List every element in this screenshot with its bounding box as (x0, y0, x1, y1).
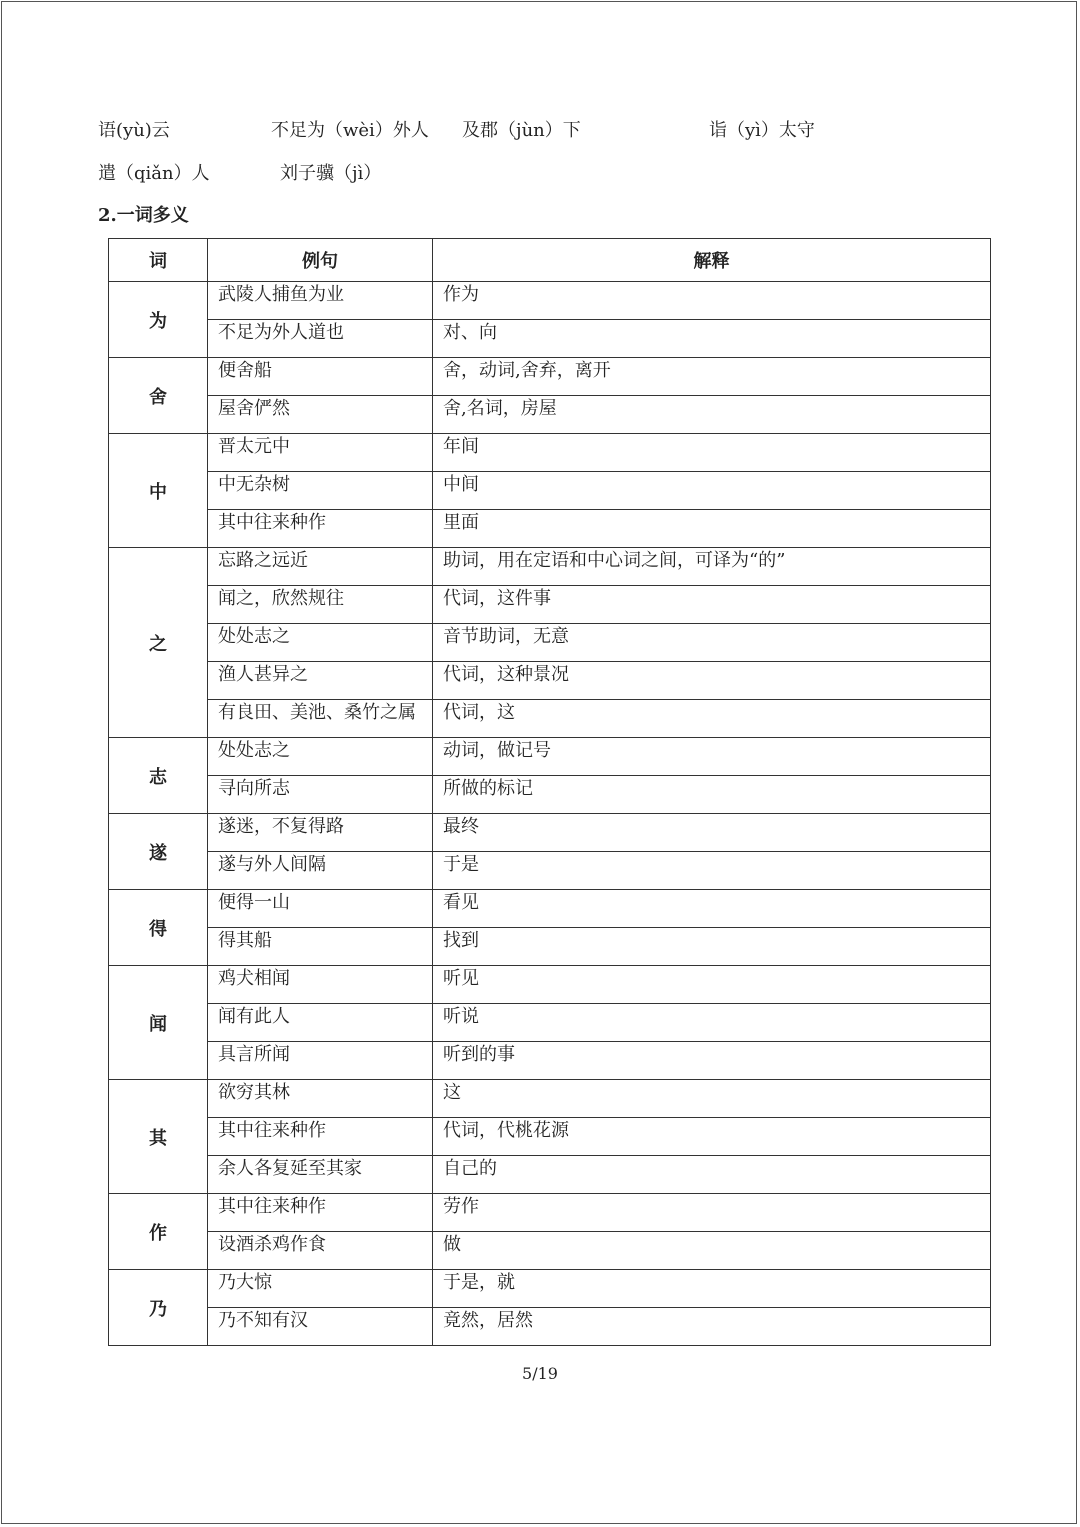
example-cell (208, 1004, 433, 1042)
word-cell: 乃 (109, 1270, 208, 1346)
example-text: 闻之，欣然规往 (218, 588, 344, 609)
word-cell: 之 (109, 548, 208, 738)
meaning-cell (433, 1004, 991, 1042)
section-title: 2.一词多义 (98, 205, 189, 226)
meaning-text: 看见 (443, 892, 479, 913)
example-cell (208, 966, 433, 1004)
pinyin-item: 遣（qiǎn）人 (98, 163, 210, 184)
table-row (109, 1156, 991, 1194)
meaning-text: 代词，代桃花源 (443, 1120, 569, 1141)
meaning-cell (433, 396, 991, 434)
example-text: 有良田、美池、桑竹之属 (218, 702, 416, 723)
meaning-text: 于是，就 (443, 1272, 515, 1293)
meaning-text: 对、向 (443, 322, 497, 343)
meaning-text: 舍,名词，房屋 (443, 398, 557, 419)
meaning-cell (433, 776, 991, 814)
meaning-text: 于是 (443, 854, 479, 875)
meaning-cell (433, 434, 991, 472)
example-cell (208, 1156, 433, 1194)
example-text: 乃大惊 (218, 1272, 272, 1293)
meaning-cell (433, 1232, 991, 1270)
example-cell (208, 814, 433, 852)
example-text: 具言所闻 (218, 1044, 290, 1065)
meaning-text: 自己的 (443, 1158, 497, 1179)
example-text: 欲穷其林 (218, 1082, 290, 1103)
meaning-text: 舍，动词,舍弃，离开 (443, 360, 611, 381)
example-cell (208, 320, 433, 358)
meaning-text: 里面 (443, 512, 479, 533)
meaning-text: 代词，这种景况 (443, 664, 569, 685)
example-text: 遂与外人间隔 (218, 854, 326, 875)
example-cell (208, 1270, 433, 1308)
pinyin-row-2 (0, 162, 1080, 186)
table-row (109, 586, 991, 624)
example-cell (208, 548, 433, 586)
meaning-text: 听见 (443, 968, 479, 989)
example-cell (208, 890, 433, 928)
pinyin-row-1 (0, 119, 1080, 143)
example-text: 中无杂树 (218, 474, 290, 495)
example-text: 屋舍俨然 (218, 398, 290, 419)
word-cell: 中 (109, 434, 208, 548)
example-cell (208, 434, 433, 472)
table-row (109, 776, 991, 814)
example-cell (208, 510, 433, 548)
word-cell: 遂 (109, 814, 208, 890)
example-cell (208, 700, 433, 738)
example-cell (208, 776, 433, 814)
word-cell: 志 (109, 738, 208, 814)
meaning-cell (433, 814, 991, 852)
table-row (109, 700, 991, 738)
table-row (109, 1270, 991, 1308)
table-row (109, 1080, 991, 1118)
example-cell (208, 282, 433, 320)
meaning-text: 所做的标记 (443, 778, 533, 799)
example-cell (208, 1042, 433, 1080)
meaning-cell (433, 624, 991, 662)
example-text: 渔人甚异之 (218, 664, 308, 685)
pinyin-item: 诣（yì）太守 (709, 120, 815, 141)
meaning-text: 这 (443, 1082, 461, 1103)
meaning-text: 代词，这 (443, 702, 515, 723)
example-text: 寻向所志 (218, 778, 290, 799)
meaning-cell (433, 1080, 991, 1118)
meaning-text: 最终 (443, 816, 479, 837)
meaning-cell (433, 1308, 991, 1346)
table-row (109, 282, 991, 320)
table-row (109, 738, 991, 776)
example-cell (208, 662, 433, 700)
table-row (109, 396, 991, 434)
word-cell: 闻 (109, 966, 208, 1080)
example-text: 闻有此人 (218, 1006, 290, 1027)
example-text: 鸡犬相闻 (218, 968, 290, 989)
meaning-text: 作为 (443, 284, 479, 305)
meaning-cell (433, 1270, 991, 1308)
meaning-text: 听到的事 (443, 1044, 515, 1065)
meaning-text: 动词，做记号 (443, 740, 551, 761)
table-row (109, 814, 991, 852)
table-row (109, 548, 991, 586)
meaning-cell (433, 662, 991, 700)
meaning-cell (433, 738, 991, 776)
page-number: 5/19 (522, 1364, 558, 1383)
table-row (109, 1308, 991, 1346)
example-cell (208, 586, 433, 624)
meaning-cell (433, 966, 991, 1004)
example-text: 便舍船 (218, 360, 272, 381)
example-text: 其中往来种作 (218, 1120, 326, 1141)
table-row (109, 852, 991, 890)
meaning-text: 听说 (443, 1006, 479, 1027)
table-row (109, 966, 991, 1004)
table-row (109, 1042, 991, 1080)
meaning-cell (433, 472, 991, 510)
table-row (109, 890, 991, 928)
meaning-text: 代词，这件事 (443, 588, 551, 609)
meaning-cell (433, 1156, 991, 1194)
table-row (109, 358, 991, 396)
example-text: 忘路之远近 (218, 550, 308, 571)
example-cell (208, 396, 433, 434)
pinyin-item: 及郡（jùn）下 (462, 120, 581, 141)
pinyin-item: 不足为（wèi）外人 (271, 120, 429, 141)
table-row (109, 662, 991, 700)
example-text: 其中往来种作 (218, 1196, 326, 1217)
pinyin-item: 语(yù)云 (98, 120, 170, 141)
table-row (109, 928, 991, 966)
word-cell: 得 (109, 890, 208, 966)
header-meaning: 解释 (433, 239, 991, 282)
meaning-cell (433, 358, 991, 396)
example-cell (208, 624, 433, 662)
example-text: 遂迷，不复得路 (218, 816, 344, 837)
meaning-cell (433, 928, 991, 966)
example-text: 处处志之 (218, 626, 290, 647)
example-cell (208, 928, 433, 966)
header-word: 词 (109, 239, 208, 282)
meaning-cell (433, 890, 991, 928)
table-row (109, 1118, 991, 1156)
meaning-cell (433, 852, 991, 890)
table-row (109, 434, 991, 472)
example-text: 得其船 (218, 930, 272, 951)
pinyin-item: 刘子骥（jì） (280, 163, 382, 184)
meaning-cell (433, 1194, 991, 1232)
table-row (109, 1194, 991, 1232)
example-cell (208, 852, 433, 890)
table-header-row (109, 239, 991, 282)
meaning-cell (433, 586, 991, 624)
table-row (109, 510, 991, 548)
meaning-cell (433, 510, 991, 548)
meaning-text: 劳作 (443, 1196, 479, 1217)
example-text: 乃不知有汉 (218, 1310, 308, 1331)
polysemy-table (108, 238, 991, 1346)
example-cell (208, 738, 433, 776)
example-cell (208, 1118, 433, 1156)
example-cell (208, 472, 433, 510)
word-cell: 舍 (109, 358, 208, 434)
meaning-text: 年间 (443, 436, 479, 457)
example-text: 晋太元中 (218, 436, 290, 457)
table-row (109, 1232, 991, 1270)
meaning-text: 找到 (443, 930, 479, 951)
meaning-cell (433, 1042, 991, 1080)
meaning-text: 做 (443, 1234, 461, 1255)
table-row (109, 320, 991, 358)
table-row (109, 624, 991, 662)
example-text: 不足为外人道也 (218, 322, 344, 343)
example-text: 其中往来种作 (218, 512, 326, 533)
example-text: 设酒杀鸡作食 (218, 1234, 326, 1255)
meaning-text: 竟然，居然 (443, 1310, 533, 1331)
header-example: 例句 (208, 239, 433, 282)
meaning-text: 音节助词，无意 (443, 626, 569, 647)
example-text: 处处志之 (218, 740, 290, 761)
example-cell (208, 1232, 433, 1270)
example-text: 武陵人捕鱼为业 (218, 284, 344, 305)
meaning-cell (433, 282, 991, 320)
example-cell (208, 1080, 433, 1118)
word-cell: 其 (109, 1080, 208, 1194)
meaning-text: 中间 (443, 474, 479, 495)
example-cell (208, 358, 433, 396)
example-cell (208, 1194, 433, 1232)
example-cell (208, 1308, 433, 1346)
meaning-cell (433, 548, 991, 586)
example-text: 余人各复延至其家 (218, 1158, 362, 1179)
meaning-cell (433, 700, 991, 738)
table-row (109, 1004, 991, 1042)
table-body (109, 282, 991, 1346)
word-cell: 为 (109, 282, 208, 358)
meaning-text: 助词，用在定语和中心词之间，可译为“的” (443, 550, 786, 571)
table-row (109, 472, 991, 510)
meaning-cell (433, 1118, 991, 1156)
word-cell: 作 (109, 1194, 208, 1270)
example-text: 便得一山 (218, 892, 290, 913)
meaning-cell (433, 320, 991, 358)
